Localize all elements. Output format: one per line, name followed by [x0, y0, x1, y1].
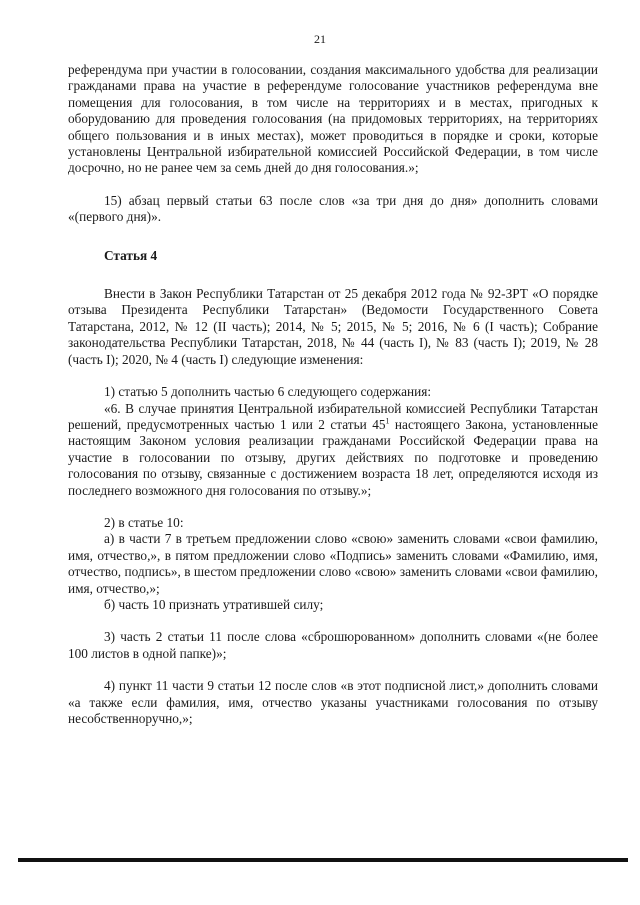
paragraph-intro: Внести в Закон Республики Татарстан от 25 декабря 2012 года № 92-ЗРТ «О порядке отзыва Президента Республики Татарстан» (Ведомости Государственного Совета Татарстана, 2012, № 12 (II часть); 2014, № 5; 2015, № 5; 2016, № 6 (I часть); Собрание законодательства Республики Татарстан, 2018, № 44 (часть I), № 83 (часть I); 2019, № 28 (часть I); 2020, № 4 (часть I) следующие изменения: — [68, 286, 598, 367]
paragraph-subitem-a: а) в части 7 в третьем предложении слово «свою» заменить словами «свои фамилию, имя, отчество,», в пятом предложении слово «Подпись» заменить словами «Фамилию, имя, отчество, подпись», в шестом предложении слово «свою» заменить словами «свои фамилию, имя, отчество,»; — [68, 531, 598, 596]
quote-text-start: «6. В случае принятия Центральной избирательной комиссией Республики Татарстан решений, предусмотренных частью 1 или 2 статьи 45 — [68, 400, 598, 432]
paragraph-item-1: 1) статью 5 дополнить частью 6 следующего содержания: — [104, 384, 432, 400]
paragraph-item-3: 3) часть 2 статьи 11 после слова «сброшюрованном» дополнить словами «(не более 100 листов в одной папке)»; — [68, 629, 598, 661]
paragraph-item-15: 15) абзац первый статьи 63 после слов «за три дня до дня» дополнить словами «(первого дня)». — [68, 192, 598, 225]
article-heading: Статья 4 — [104, 247, 158, 263]
page-number: 21 — [314, 32, 326, 46]
superscript-mark: 1 — [385, 416, 390, 426]
paragraph-item-4: 4) пункт 11 части 9 статьи 12 после слов «в этот подписной лист,» дополнить словами «а также если фамилия, имя, отчество указаны участниками голосования по отзыву несобственноручно,»; — [68, 678, 598, 726]
paragraph-continuation: референдума при участии в голосовании, создания максимального удобства для реализации гражданами права на участие в референдуме голосование участников референдума вне помещения для голосования, в том числе на территориях и в местах, пригодных к оборудованию для проведения голосования (на придомовых территориях, на территориях общего пользования и в иных местах), может проводиться в порядке и сроки, которые установлены Центральной избирательной комиссией Российской Федерации, в том числе досрочно, но не ранее чем за семь дней до дня голосования.»; — [68, 62, 598, 176]
bottom-border-line — [18, 858, 628, 862]
paragraph-quote-part-6 — [68, 401, 598, 499]
quote-text-end: настоящего Закона, установленные настоящим Законом условия реализации гражданами Российской Федерации права на участие в голосовании по отзыву, других действиях по подготовке и проведению голосования по отзыву, связанные с достижением возраста 18 лет, определяются исходя из последнего возможного дня голосования по отзыву.»; — [68, 416, 598, 498]
paragraph-subitem-b: б) часть 10 признать утратившей силу; — [104, 596, 324, 612]
paragraph-item-2: 2) в статье 10: — [104, 514, 184, 530]
document-body — [68, 62, 598, 727]
